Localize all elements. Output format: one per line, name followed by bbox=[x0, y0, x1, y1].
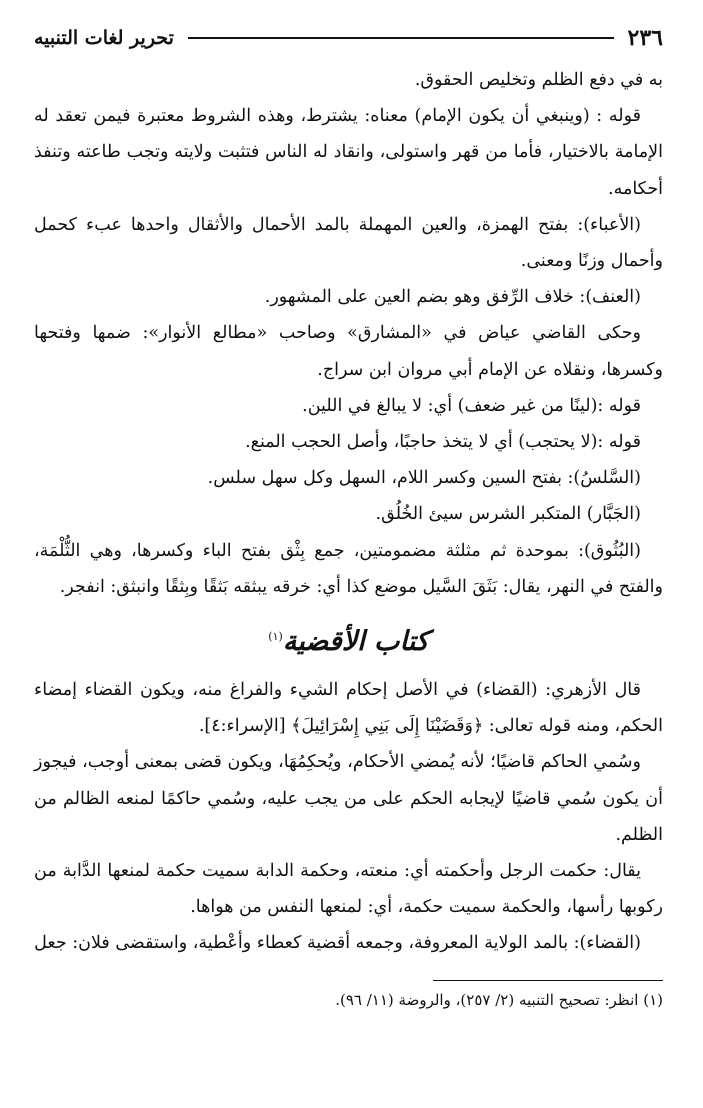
paragraph-linan: قوله :(لينًا من غير ضعف) أي: لا يبالغ في اللين. bbox=[302, 395, 641, 416]
paragraph-qadaa: (القضاء): بالمد الولاية المعروفة، وجمعه أقضية كعطاء وأعْطية، واستقضى فلان: جعل bbox=[34, 933, 641, 954]
page bbox=[34, 24, 663, 1013]
chapter-note-ref: (١) bbox=[268, 630, 283, 644]
paragraph-unf: (العنف): خلاف الرِّفق وهو بضم العين على المشهور. bbox=[264, 287, 641, 308]
footnote: (١) انظر: تصحيح التنبيه (٢/ ٢٥٧)، والروضة (١١/ ٩٦). bbox=[335, 990, 663, 1009]
paragraph-azhari: قال الأزهري: (القضاء) في الأصل إحكام الشيء والفراغ منه، ويكون القضاء إمضاء الحكم، ومنه قوله تعالى: ﴿وَقَضَيْنَا إِلَى بَنِي إِسْرَائِيلَ﴾ [الإسراء:٤]. bbox=[34, 680, 663, 737]
paragraph-imam: قوله : (وينبغي أن يكون الإمام) معناه: يشترط، وهذه الشروط معتبرة فيمن تعقد له الإمامة بالاختيار، فأما من قهر واستولى، وانقاد له الناس فتثبت ولايته وتجب طاعته وتنفذ أحكامه. bbox=[34, 106, 663, 199]
header-rule bbox=[188, 37, 614, 39]
paragraph-buthuq: (البُثُوق): بموحدة ثم مثلثة مضمومتين، جمع بِثْق بفتح الباء وكسرها، وهي الثُّلْمَة، والفتح في النهر، يقال: بَثَقَ السَّيل موضع كذا أي: خرقه يبثقه بَثقًا وبِثقًا وانبثق: انفجر. bbox=[34, 540, 663, 597]
page-number: ٢٣٦ bbox=[627, 25, 663, 51]
chapter-title: كتاب الأقضية bbox=[282, 626, 429, 658]
paragraph-jabbar: (الجَبَّار) المتكبر الشرس سيئ الخُلُق. bbox=[375, 504, 641, 525]
running-title: تحرير لغات التنبيه bbox=[34, 27, 174, 49]
paragraph-0: به في دفع الظلم وتخليص الحقوق. bbox=[414, 70, 663, 90]
paragraph-qadi: وسُمي الحاكم قاضيًا؛ لأنه يُمضي الأحكام، ويُحكِمُهَا، ويكون قضى بمعنى أوجب، فيجوز أن يكون سُمي قاضيًا لإيجابه الحكم على من يجب عليه، وسُمي حاكمًا لمنعه الظالم من الظلم. bbox=[34, 752, 663, 845]
running-header bbox=[34, 24, 663, 52]
paragraph-aabaa: (الأعباء): بفتح الهمزة، والعين المهملة بالمد الأحمال والأثقال واحدها عبء كحمل وأحمال وزنًا ومعنى. bbox=[34, 214, 663, 272]
paragraph-salas: (السَّلسُ): بفتح السين وكسر اللام، السهل وكل سهل سلس. bbox=[207, 468, 641, 489]
paragraph-hakamtu: يقال: حكمت الرجل وأحكمته أي: منعته، وحكمة الدابة سميت حكمة لمنعها الدَّابة من ركوبها رأسها، والحكمة سميت حكمة، أي: لمنعها النفس من هواها. bbox=[34, 861, 663, 918]
paragraph-yahtajib: قوله :(لا يحتجب) أي لا يتخذ حاجبًا، وأصل الحجب المنع. bbox=[245, 432, 641, 453]
main-text bbox=[34, 62, 663, 962]
footnote-rule bbox=[433, 980, 663, 981]
chapter-heading bbox=[34, 609, 663, 670]
paragraph-iyad: وحكى القاضي عياض في «المشارق» وصاحب «مطالع الأنوار»: ضمها وفتحها وكسرها، ونقلاه عن الإمام أبي مروان ابن سراج. bbox=[34, 323, 663, 380]
